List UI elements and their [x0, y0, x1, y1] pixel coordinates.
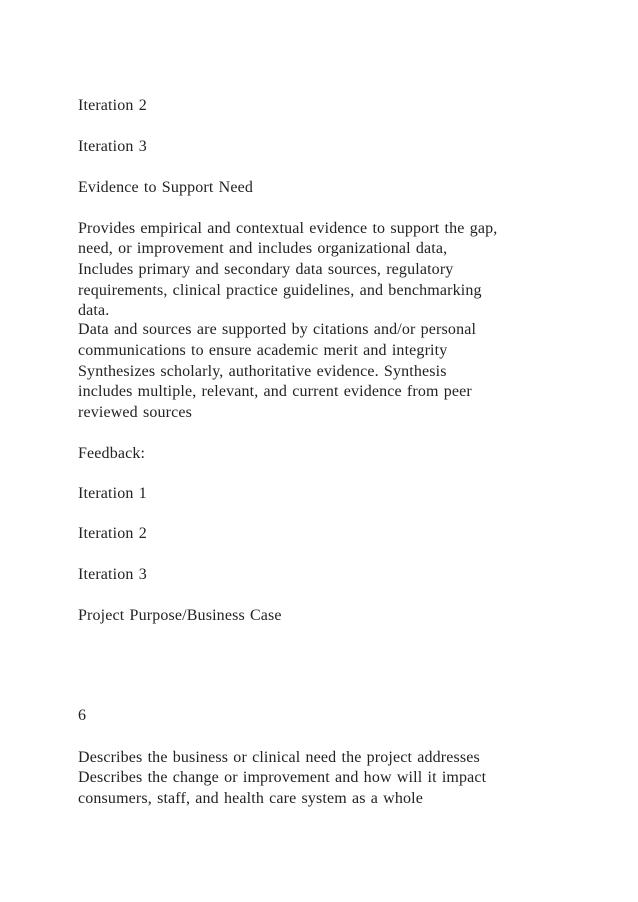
- evidence-text-line: data.: [78, 302, 110, 319]
- points-value: 6: [78, 707, 87, 724]
- evidence-text-line: reviewed sources: [78, 404, 193, 421]
- iteration-2-label: Iteration 2: [78, 525, 147, 542]
- purpose-text-line: Describes the change or improvement and how will it impact: [78, 769, 487, 786]
- iteration-2-label: Iteration 2: [78, 97, 147, 114]
- feedback-label: Feedback:: [78, 445, 146, 462]
- evidence-text-line: Provides empirical and contextual evidence to support the gap,: [78, 220, 498, 237]
- evidence-text-line: communications to ensure academic merit and integrity: [78, 342, 448, 359]
- evidence-text-line: includes multiple, relevant, and current evidence from peer: [78, 383, 472, 400]
- evidence-text-line: Includes primary and secondary data sources, regulatory: [78, 261, 454, 278]
- iteration-1-label: Iteration 1: [78, 485, 147, 502]
- purpose-text-line: Describes the business or clinical need the project addresses: [78, 749, 480, 766]
- iteration-3-label: Iteration 3: [78, 566, 147, 583]
- evidence-text-line: Synthesizes scholarly, authoritative evidence. Synthesis: [78, 363, 447, 380]
- evidence-section-heading: Evidence to Support Need: [78, 179, 253, 196]
- evidence-text-line: requirements, clinical practice guidelines, and benchmarking: [78, 282, 482, 299]
- evidence-text-line: Data and sources are supported by citations and/or personal: [78, 321, 477, 338]
- purpose-text-line: consumers, staff, and health care system as a whole: [78, 790, 424, 807]
- iteration-3-label: Iteration 3: [78, 138, 147, 155]
- purpose-section-heading: Project Purpose/Business Case: [78, 607, 282, 624]
- evidence-text-line: need, or improvement and includes organizational data,: [78, 240, 448, 257]
